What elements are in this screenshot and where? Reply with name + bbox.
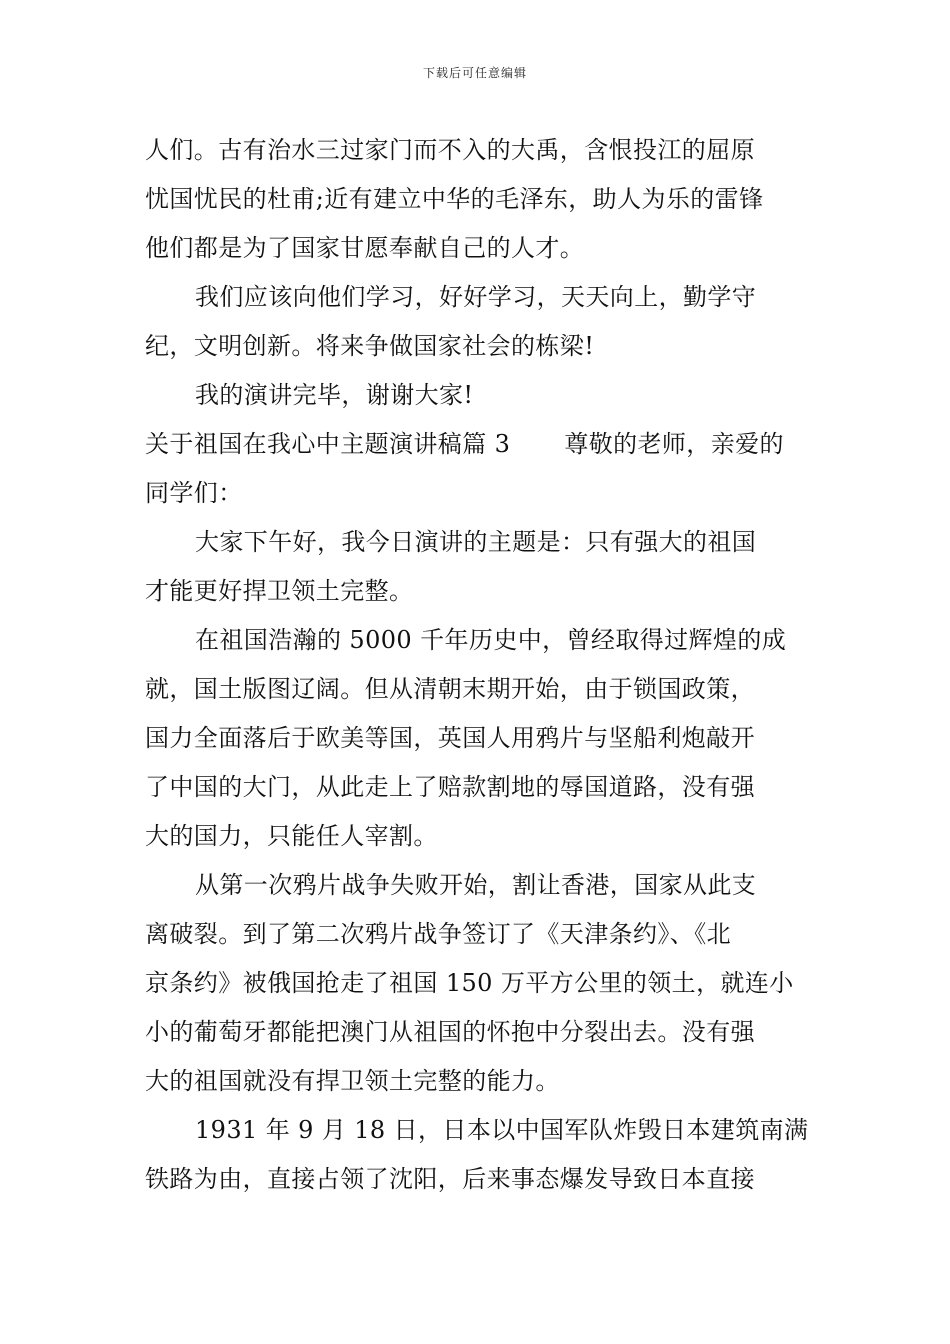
text-line: 忧国忧民的杜甫;近有建立中华的毛泽东，助人为乐的雷锋	[145, 185, 764, 213]
text-line: 才能更好捍卫领土完整。	[145, 577, 414, 605]
text-line: 铁路为由，直接占领了沈阳，后来事态爆发导致日本直接	[145, 1165, 755, 1193]
text-line: 从第一次鸦片战争失败开始，割让香港，国家从此支	[195, 871, 757, 899]
text-line: 京条约》被俄国抢走了祖国 150 万平方公里的领土，就连小	[145, 969, 794, 997]
text-line: 他们都是为了国家甘愿奉献自己的人才。	[145, 234, 585, 262]
text-line: 国力全面落后于欧美等国，英国人用鸦片与坚船利炮敲开	[145, 724, 755, 752]
text-line: 在祖国浩瀚的 5000 千年历史中，曾经取得过辉煌的成	[195, 626, 787, 654]
text-line: 同学们：	[145, 479, 243, 507]
text-line: 人们。古有治水三过家门而不入的大禹，含恨投江的屈原	[145, 136, 755, 164]
section-heading: 关于祖国在我心中主题演讲稿篇 3	[145, 430, 511, 458]
page-header: 下载后可任意编辑	[422, 66, 527, 80]
text-line: 大的国力，只能任人宰割。	[145, 822, 438, 850]
text-line: 就，国土版图辽阔。但从清朝末期开始，由于锁国政策，	[145, 675, 755, 703]
text-line: 我的演讲完毕，谢谢大家!	[195, 381, 474, 409]
salutation: 尊敬的老师，亲爱的	[564, 430, 784, 458]
text-line: 纪，文明创新。将来争做国家社会的栋梁!	[145, 332, 595, 360]
text-line: 离破裂。到了第二次鸦片战争签订了《天津条约》、《北	[145, 920, 731, 948]
section-heading-line	[145, 420, 807, 469]
text-line: 大的祖国就没有捍卫领土完整的能力。	[145, 1067, 560, 1095]
text-line: 小的葡萄牙都能把澳门从祖国的怀抱中分裂出去。没有强	[145, 1018, 755, 1046]
text-line: 我们应该向他们学习，好好学习，天天向上，勤学守	[195, 283, 757, 311]
text-line: 了中国的大门，从此走上了赔款割地的辱国道路，没有强	[145, 773, 755, 801]
document-body	[145, 126, 807, 1204]
text-line: 1931 年 9 月 18 日，日本以中国军队炸毁日本建筑南满	[195, 1116, 809, 1144]
text-line: 大家下午好，我今日演讲的主题是：只有强大的祖国	[195, 528, 757, 556]
